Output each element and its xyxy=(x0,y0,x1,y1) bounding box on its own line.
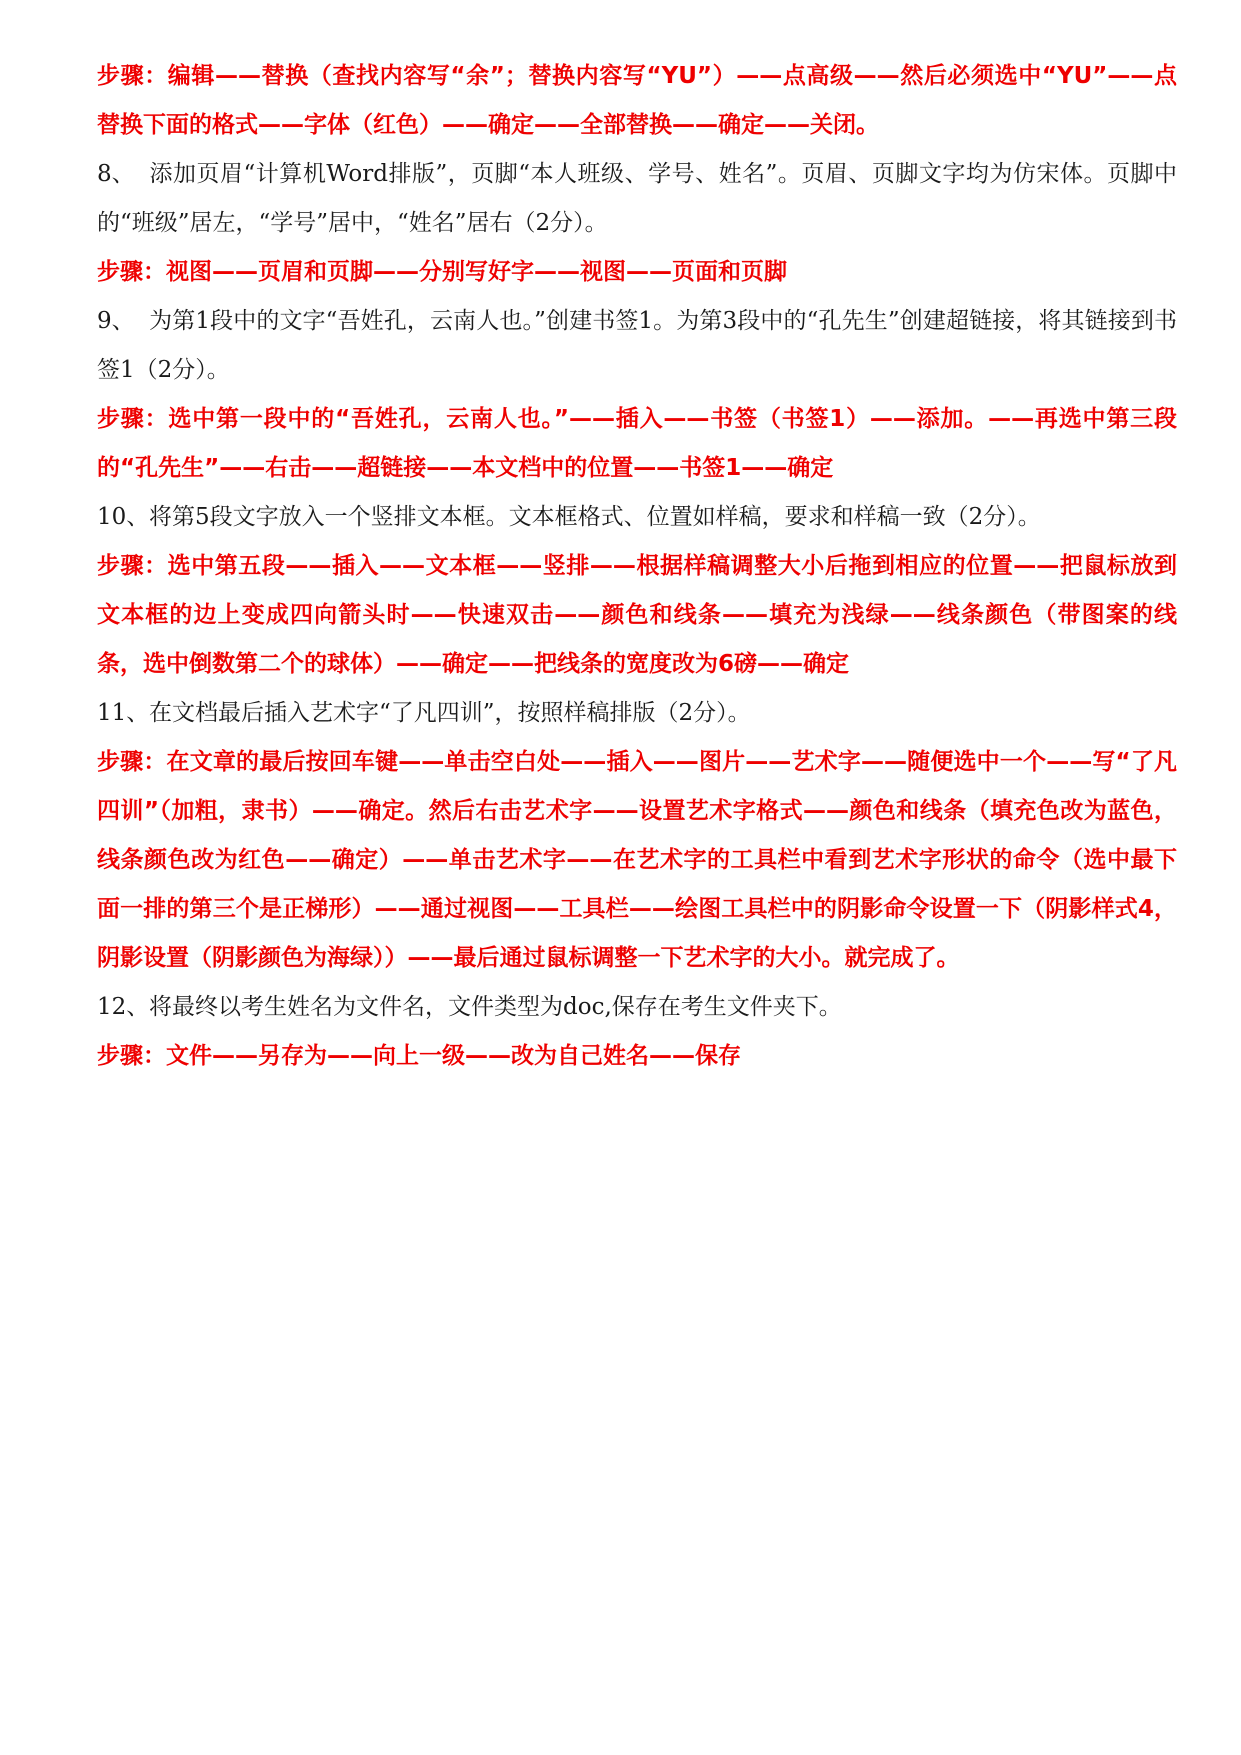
question-paragraph-9 xyxy=(97,297,1177,395)
question-number: 11、 xyxy=(97,700,150,726)
step-text: 步骤：编辑——替换（查找内容写“余”；替换内容写“YU”）——点高级——然后必须选中“YU”——点替换下面的格式——字体（红色）——确定——全部替换——确定——关闭。 xyxy=(97,63,1177,138)
step-text: 步骤：选中第一段中的“吾姓孔，云南人也。”——插入——书签（书签1）——添加。——再选中第三段的“孔先生”——右击——超链接——本文档中的位置——书签1——确定 xyxy=(97,406,1177,481)
question-number: 9、 xyxy=(97,308,135,334)
step-paragraph-11 xyxy=(97,738,1177,983)
question-number: 12、 xyxy=(97,994,150,1020)
step-text: 步骤：文件——另存为——向上一级——改为自己姓名——保存 xyxy=(97,1043,741,1069)
question-number: 8、 xyxy=(97,161,135,187)
question-paragraph-12 xyxy=(97,983,1177,1032)
step-text: 步骤：视图——页眉和页脚——分别写好字——视图——页面和页脚 xyxy=(97,259,787,285)
step-paragraph-9 xyxy=(97,395,1177,493)
step-text: 步骤：选中第五段——插入——文本框——竖排——根据样稿调整大小后拖到相应的位置——把鼠标放到文本框的边上变成四向箭头时——快速双击——颜色和线条——填充为浅绿——线条颜色（带图案的线条，选中倒数第二个的球体）——确定——把线条的宽度改为6磅——确定 xyxy=(97,553,1177,677)
question-paragraph-8 xyxy=(97,150,1177,248)
step-paragraph-8 xyxy=(97,248,1177,297)
question-text: 将第5段文字放入一个竖排文本框。文本框格式、位置如样稿，要求和样稿一致（2分）。 xyxy=(149,504,1041,530)
question-paragraph-11 xyxy=(97,689,1177,738)
question-text: 在文档最后插入艺术字“了凡四训”，按照样稿排版（2分）。 xyxy=(149,700,751,726)
step-paragraph-7 xyxy=(97,52,1177,150)
step-paragraph-10 xyxy=(97,542,1177,689)
question-number: 10、 xyxy=(97,504,150,530)
question-text: 为第1段中的文字“吾姓孔，云南人也。”创建书签1。为第3段中的“孔先生”创建超链接，将其链接到书签1（2分）。 xyxy=(97,308,1177,383)
step-text: 步骤：在文章的最后按回车键——单击空白处——插入——图片——艺术字——随便选中一个——写“了凡四训”（加粗，隶书）——确定。然后右击艺术字——设置艺术字格式——颜色和线条（填充色改为蓝色，线条颜色改为红色——确定）——单击艺术字——在艺术字的工具栏中看到艺术字形状的命令（选中最下面一排的第三个是正梯形）——通过视图——工具栏——绘图工具栏中的阴影命令设置一下（阴影样式4，阴影设置（阴影颜色为海绿））——最后通过鼠标调整一下艺术字的大小。就完成了。 xyxy=(97,749,1177,971)
question-paragraph-10 xyxy=(97,493,1177,542)
document-body xyxy=(97,52,1177,1081)
question-text: 添加页眉“计算机Word排版”，页脚“本人班级、学号、姓名”。页眉、页脚文字均为仿宋体。页脚中的“班级”居左，“学号”居中，“姓名”居右（2分）。 xyxy=(97,161,1177,236)
step-paragraph-12 xyxy=(97,1032,1177,1081)
question-text: 将最终以考生姓名为文件名，文件类型为doc,保存在考生文件夹下。 xyxy=(149,994,842,1020)
